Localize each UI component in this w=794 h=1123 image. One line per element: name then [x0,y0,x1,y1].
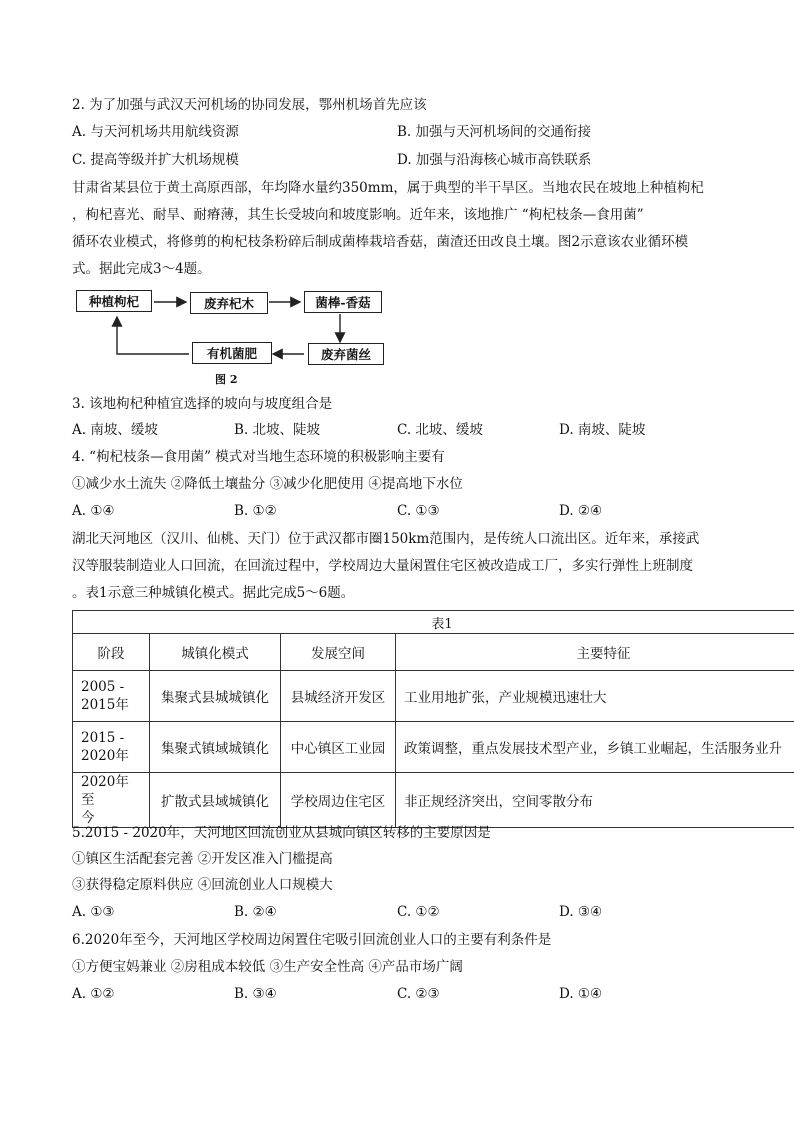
stage-line-2: 2015年 [81,697,129,713]
q5-choices-2: ③获得稳定原料供应 ④回流创业人口规模大 [72,877,333,893]
figure2-box-waste-wood: 废弃杞木 [190,292,268,314]
table1-cell-feature [396,671,794,722]
table-row [73,722,794,773]
stage-line-2: 今 [81,810,95,826]
table1-header-space: 发展空间 [281,634,396,671]
table1-cell-feature [396,773,794,828]
q4-choices: ①减少水土流失 ②降低土壤盐分 ③减少化肥使用 ④提高地下水位 [72,476,463,492]
figure2-box-organic-fertilizer: 有机菌肥 [192,342,272,364]
table1-cell-space: 中心镇区工业园 [281,722,396,773]
figure2-box-plant-goji: 种植枸杞 [76,290,152,312]
table1-cell-mode: 集聚式县城城镇化 [150,671,281,722]
passage2-line3: 。表1示意三种城镇化模式。据此完成5～6题。 [72,585,355,601]
q2-option-d: D. 加强与沿海核心城市高铁联系 [397,152,592,168]
q4-option-c: C. ①③ [397,503,440,519]
figure2-box-waste-mycelium: 废弃菌丝 [308,343,384,365]
q4-stem: 4. “枸杞枝条—食用菌” 模式对当地生态环境的积极影响主要有 [72,449,445,465]
feature-text: 工业用地扩张，产业规模迅速壮大 [404,690,607,706]
q6-option-c: C. ②③ [397,986,440,1002]
table1-cell-stage [73,722,150,773]
stage-line-1: 2020年至 [81,774,129,808]
q3-option-d: D. 南坡、陡坡 [559,422,646,438]
q6-option-d: D. ①④ [559,986,603,1002]
q5-option-b: B. ②④ [234,904,277,920]
table1-cell-mode: 扩散式县域城镇化 [150,773,281,828]
table-row [73,671,794,722]
table1-cell-space: 县城经济开发区 [281,671,396,722]
q2-stem: 2. 为了加强与武汉天河机场的协同发展，鄂州机场首先应该 [72,97,427,113]
q2-option-a: A. 与天河机场共用航线资源 [72,124,239,140]
q6-stem: 6.2020年至今，天河地区学校周边闲置住宅吸引回流创业人口的主要有利条件是 [72,932,552,948]
passage1-line4: 式。据此完成3～4题。 [72,261,211,277]
table1-header-stage: 阶段 [73,634,150,671]
q5-choices-1: ①镇区生活配套完善 ②开发区准入门槛提高 [72,851,333,867]
stage-line-1: 2015 - [81,730,125,746]
feature-text: 非正规经济突出，空间零散分布 [404,794,593,810]
q4-option-a: A. ①④ [72,503,115,519]
q5-option-d: D. ③④ [559,904,603,920]
table1-cell-space: 学校周边住宅区 [281,773,396,828]
passage1-line3: 循环农业模式，将修剪的枸杞枝条粉碎后制成菌棒栽培香菇，菌渣还田改良土壤。图2示意该农业循环模 [72,234,689,250]
table1-header-mode: 城镇化模式 [150,634,281,671]
q5-option-c: C. ①② [397,904,440,920]
table1-caption: 表1 [73,611,794,634]
q6-option-b: B. ③④ [234,986,277,1002]
table1-cell-feature [396,722,794,773]
table1-header-feature: 主要特征 [396,634,794,671]
table1-cell-stage [73,671,150,722]
passage2-line2: 汉等服装制造业人口回流，在回流过程中，学校周边大量闲置住宅区被改造成工厂，多实行弹性上班制度 [72,558,693,574]
passage2-line1: 湖北天河地区（汉川、仙桃、天门）位于武汉都市圈150km范围内，是传统人口流出区。近年来，承接武 [72,531,700,547]
table1-cell-mode: 集聚式镇域城镇化 [150,722,281,773]
q4-option-b: B. ①② [234,503,277,519]
stage-line-1: 2005 - [81,679,125,695]
stage-line-2: 2020年 [81,748,129,764]
table-row [73,773,794,828]
q5-option-a: A. ①③ [72,904,115,920]
table1-header-row [73,634,794,671]
q3-option-c: C. 北坡、缓坡 [397,422,483,438]
figure2-box-mushroom: 菌棒-香菇 [304,291,382,313]
arrow-5-to-1 [117,317,189,354]
table1-cell-stage [73,773,150,828]
q3-option-a: A. 南坡、缓坡 [72,422,158,438]
passage1-line1: 甘肃省某县位于黄土高原西部，年均降水量约350mm，属于典型的半干旱区。当地农民在坡地上种植枸杞 [72,180,704,196]
q3-option-b: B. 北坡、陡坡 [234,422,321,438]
q6-choices: ①方便宝妈兼业 ②房租成本较低 ③生产安全性高 ④产品市场广阔 [72,959,463,975]
feature-text: 政策调整，重点发展技术型产业，乡镇工业崛起，生活服务业升 [404,741,782,757]
q3-stem: 3. 该地枸杞种植宜选择的坡向与坡度组合是 [72,396,333,412]
table1 [72,610,794,828]
q2-option-b: B. 加强与天河机场间的交通衔接 [397,124,592,140]
passage1-line2: ，枸杞喜光、耐旱、耐瘠薄，其生长受坡向和坡度影响。近年来，该地推广 “枸杞枝条—食用菌” [72,207,644,223]
q5-stem: 5.2015 - 2020年，天河地区回流创业从县城向镇区转移的主要原因是 [72,825,491,841]
q4-option-d: D. ②④ [559,503,603,519]
q2-option-c: C. 提高等级并扩大机场规模 [72,152,239,168]
figure2-diagram [72,285,392,385]
figure2-caption: 图 2 [215,373,238,386]
q6-option-a: A. ①② [72,986,115,1002]
